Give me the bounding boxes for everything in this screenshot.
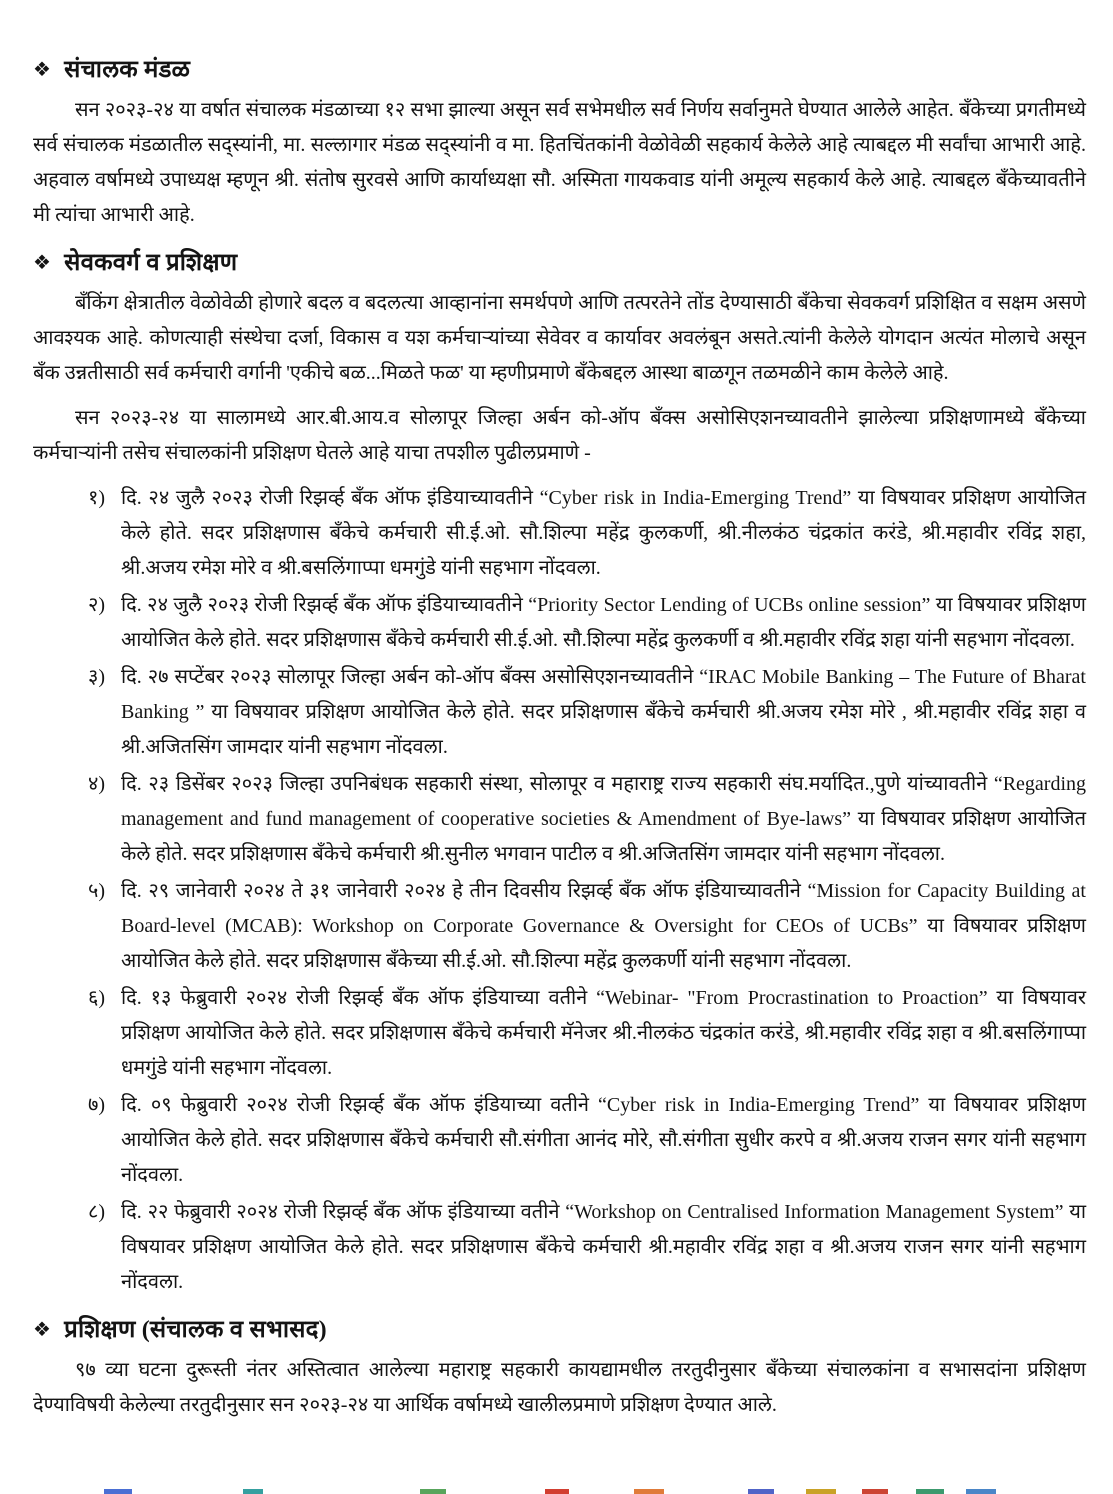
list-item-number: ८) (88, 1201, 106, 1223)
page-bottom-cutoff-fragment (806, 1489, 836, 1494)
staff-paragraph: बँकिंग क्षेत्रातील वेळोवेळी होणारे बदल व बदलत्या आव्हानांना समर्थपणे आणि तत्परतेने तोंड देण्यासाठी बँकेचा सेवकवर्ग प्रशिक्षित व सक्षम असणे आवश्यक आहे. कोणत्याही संस्थेचा दर्जा, विकास व यश कर्मचाऱ्यांच्या सेवेवर व कार्यावर अवलंबून असते.त्यांनी केलेले योगदान अत्यंत मोलाचे असून बँक उन्नतीसाठी सर्व कर्मचारी वर्गानी 'एकीचे बळ...मिळते फळ' या म्हणीप्रमाणे बँकेबद्दल आस्था बाळगून तळमळीने काम केलेले आहे. (33, 292, 1086, 384)
page-bottom-cutoff-fragment (966, 1489, 996, 1494)
section-heading-director-member-training (33, 1312, 1086, 1345)
list-item-text: दि. १३ फेब्रुवारी २०२४ रोजी रिझर्व्ह बँक ऑफ इंडियाच्या वतीने “Webinar- "From Procrastination to Proaction” या विषयावर प्रशिक्षण आयोजित केले होते. सदर प्रशिक्षणास बँकेचे कर्मचारी मॅनेजर श्री.नीलकंठ चंद्रकांत करंडे, श्री.महावीर रविंद्र शहा व श्री.बसलिंगाप्पा धमगुंडे यांनी सहभाग नोंदवला. (121, 987, 1086, 1079)
list-item-number: ७) (88, 1094, 106, 1116)
page-bottom-cutoff-fragment (916, 1489, 944, 1494)
training-list (88, 481, 1086, 1300)
diamond-bullet-icon: ❖ (33, 57, 52, 81)
page-bottom-cutoff-fragment (748, 1489, 774, 1494)
page-bottom-cutoff-fragment (104, 1489, 132, 1494)
section-heading-board (33, 52, 1086, 85)
board-paragraph: सन २०२३-२४ या वर्षात संचालक मंडळाच्या १२ सभा झाल्या असून सर्व सभेमधील सर्व निर्णय सर्वानुमते घेण्यात आलेले आहेत. बँकेच्या प्रगतीमध्ये सर्व संचालक मंडळातील सद्स्यांनी, मा. सल्लागार मंडळ सद्स्यांनी व मा. हितचिंतकांनी वेळोवेळी सहकार्य केलेले आहे त्याबद्दल मी सर्वांचा आभारी आहे. अहवाल वर्षामध्ये उपाध्यक्ष म्हणून श्री. संतोष सुरवसे आणि कार्याध्यक्षा सौ. अस्मिता गायकवाड यांनी अमूल्य सहकार्य केले आहे. त्याबद्दल बँकेच्यावतीने मी त्यांचा आभारी आहे. (33, 99, 1086, 226)
page-bottom-cutoff-fragment (545, 1489, 569, 1494)
heading-text: प्रशिक्षण (संचालक व सभासद) (64, 1317, 327, 1343)
list-item-text: दि. २४ जुलै २०२३ रोजी रिझर्व्ह बँक ऑफ इंडियाच्यावतीने “Priority Sector Lending of UCBs online session” या विषयावर प्रशिक्षण आयोजित केले होते. सदर प्रशिक्षणास बँकेचे कर्मचारी सी.ई.ओ. सौ.शिल्पा महेंद्र कुलकर्णी व श्री.महावीर रविंद्र शहा यांनी सहभाग नोंदवला. (121, 594, 1086, 651)
training-list-item (88, 588, 1086, 658)
heading-text: सेवकवर्ग व प्रशिक्षण (64, 250, 238, 276)
list-item-text: दि. २३ डिसेंबर २०२३ जिल्हा उपनिबंधक सहकारी संस्था, सोलापूर व महाराष्ट्र राज्य सहकारी संघ.मर्यादित.,पुणे यांच्यावतीने “Regarding management and fund management of cooperative societies & Amendment of Bye-laws” या विषयावर प्रशिक्षण आयोजित केले होते. सदर प्रशिक्षणास बँकेचे कर्मचारी श्री.सुनील भगवान पाटील व श्री.अजितसिंग जामदार यांनी सहभाग नोंदवला. (121, 773, 1086, 865)
page-bottom-cutoff-fragment (243, 1489, 263, 1494)
training-list-item (88, 1195, 1086, 1300)
list-item-number: ३) (88, 666, 106, 688)
training-list-item (88, 660, 1086, 765)
training-list-item (88, 1088, 1086, 1193)
training-list-item (88, 981, 1086, 1086)
training-list-item (88, 481, 1086, 586)
page-bottom-cutoff-strip (0, 1488, 1113, 1494)
section-heading-staff-training (33, 245, 1086, 278)
director-training-paragraph: ९७ व्या घटना दुरूस्ती नंतर अस्तित्वात आलेल्या महाराष्ट्र सहकारी कायद्यामधील तरतुदीनुसार बँकेच्या संचालकांना व सभासदांना प्रशिक्षण देण्याविषयी केलेल्या तरतुदीनुसार सन २०२३-२४ या आर्थिक वर्षामध्ये खालीलप्रमाणे प्रशिक्षण देण्यात आले. (33, 1359, 1086, 1416)
page-bottom-cutoff-fragment (420, 1489, 446, 1494)
training-intro-paragraph: सन २०२३-२४ या सालामध्ये आर.बी.आय.व सोलापूर जिल्हा अर्बन को-ऑप बँक्स असोसिएशनच्यावतीने झालेल्या प्रशिक्षणामध्ये बँकेच्या कर्मचाऱ्यांनी तसेच संचालकांनी प्रशिक्षण घेतले आहे याचा तपशील पुढीलप्रमाणे - (33, 407, 1086, 464)
list-item-number: ५) (88, 880, 106, 902)
list-item-number: १) (88, 487, 106, 509)
page-bottom-cutoff-fragment (862, 1489, 888, 1494)
list-item-text: दि. २४ जुलै २०२३ रोजी रिझर्व्ह बँक ऑफ इंडियाच्यावतीने “Cyber risk in India-Emerging Trend” या विषयावर प्रशिक्षण आयोजित केले होते. सदर प्रशिक्षणास बँकेचे कर्मचारी सी.ई.ओ. सौ.शिल्पा महेंद्र कुलकर्णी, श्री.नीलकंठ चंद्रकांत करंडे, श्री.महावीर रविंद्र शहा, श्री.अजय रमेश मोरे व श्री.बसलिंगाप्पा धमगुंडे यांनी सहभाग नोंदवला. (121, 487, 1086, 579)
list-item-number: ४) (88, 773, 106, 795)
list-item-text: दि. ०९ फेब्रुवारी २०२४ रोजी रिझर्व्ह बँक ऑफ इंडियाच्या वतीने “Cyber risk in India-Emerging Trend” या विषयावर प्रशिक्षण आयोजित केले होते. सदर प्रशिक्षणास बँकेचे कर्मचारी सौ.संगीता आनंद मोरे, सौ.संगीता सुधीर करपे व श्री.अजय राजन सगर यांनी सहभाग नोंदवला. (121, 1094, 1086, 1186)
page-bottom-cutoff-fragment (634, 1489, 664, 1494)
diamond-bullet-icon: ❖ (33, 1317, 52, 1341)
diamond-bullet-icon: ❖ (33, 250, 52, 274)
training-list-item (88, 767, 1086, 872)
list-item-text: दि. २९ जानेवारी २०२४ ते ३१ जानेवारी २०२४ हे तीन दिवसीय रिझर्व्ह बँक ऑफ इंडियाच्यावतीने “Mission for Capacity Building at Board-level (MCAB): Workshop on Corporate Governance & Oversight for CEOs of UCBs” या विषयावर प्रशिक्षण आयोजित केले होते. सदर प्रशिक्षणास बँकेच्या सी.ई.ओ. सौ.शिल्पा महेंद्र कुलकर्णी यांनी सहभाग नोंदवला. (121, 880, 1086, 972)
list-item-text: दि. २७ सप्टेंबर २०२३ सोलापूर जिल्हा अर्बन को-ऑप बँक्स असोसिएशनच्यावतीने “IRAC Mobile Banking – The Future of Bharat Banking ” या विषयावर प्रशिक्षण आयोजित केले होते. सदर प्रशिक्षणास बँकेचे कर्मचारी श्री.अजय रमेश मोरे , श्री.महावीर रविंद्र शहा व श्री.अजितसिंग जामदार यांनी सहभाग नोंदवला. (121, 666, 1086, 758)
training-list-item (88, 874, 1086, 979)
heading-text: संचालक मंडळ (64, 57, 191, 83)
list-item-text: दि. २२ फेब्रुवारी २०२४ रोजी रिझर्व्ह बँक ऑफ इंडियाच्या वतीने “Workshop on Centralised Information Management System” या विषयावर प्रशिक्षण आयोजित केले होते. सदर प्रशिक्षणास बँकेचे कर्मचारी श्री.महावीर रविंद्र शहा व श्री.अजय राजन सगर यांनी सहभाग नोंदवला. (121, 1201, 1086, 1293)
list-item-number: २) (88, 594, 106, 616)
list-item-number: ६) (88, 987, 106, 1009)
